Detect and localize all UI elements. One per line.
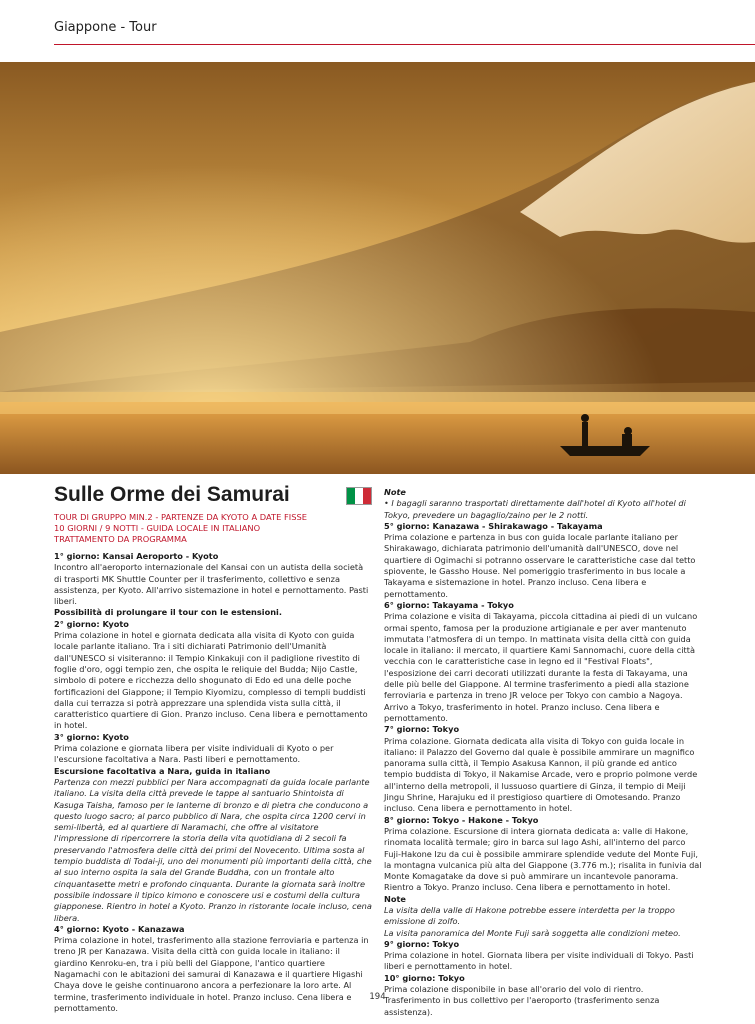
day-heading: 10° giorno: Tokyo	[384, 972, 465, 983]
day-description: Incontro all'aeroporto internazionale del Kansai con un autista della società di trasporti MK Shuttle Counter per il trasferimento, collettivo e senza assistenza, per Kyoto. All'arrivo sistemazione in hotel e pernottamento. Pasti liberi.	[54, 562, 369, 607]
tour-title: Sulle Orme dei Samurai	[54, 483, 290, 506]
day-description: Prima colazione e giornata libera per visite individuali di Kyoto o per l'escursione facoltativa a Nara. Pasti liberi e pernottamento.	[54, 743, 334, 765]
italic-note: Partenza con mezzi pubblici per Nara accompagnati da guida locale parlante italiano. La visita della città prevede le tappe al santuario Shintoista di Kasuga Taisha, famoso per le lanterne di bronzo e di pietra che conducono a questo luogo sacro; al parco pubblico di Nara, che ospita circa 1200 cervi in semi-libertà, ed al quartiere di Naramachi, che offre al visitatore l'impressione di ripercorrere la storia della vita quotidiana di 2 secoli fa preservando l'atmosfera delle città dei primi del Novecento. Ultima sosta al tempio buddista di Todai-ji, uno dei monumenti più importanti della città, che al suo interno ospita la sala del Grande Buddha, con un frontale alto cinquantasette metri e profondo cinquanta. Durante la giornata sarà inoltre possibile indossare il tipico kimono e conoscere usi e costumi della cultura giapponese. Rientro in hotel a Kyoto. Pranzo in ristorante locale incluso, cena libera.	[54, 776, 372, 923]
italic-note: La visita panoramica del Monte Fuji sarà soggetta alle condizioni meteo.	[384, 927, 681, 938]
day-heading: 4° giorno: Kyoto - Kanazawa	[54, 923, 185, 934]
italic-note: • I bagagli saranno trasportati direttamente dall'hotel di Kyoto all'hotel di Tokyo, prevedere un bagaglio/zaino per le 2 notti.	[384, 498, 686, 520]
day-heading: 2° giorno: Kyoto	[54, 618, 129, 629]
day-heading: 8° giorno: Tokyo - Hakone - Tokyo	[384, 814, 539, 825]
tour-subtitle	[54, 512, 372, 545]
italic-note: La visita della valle di Hakone potrebbe essere interdetta per la troppo emissione di zolfo.	[384, 904, 675, 927]
header-divider	[54, 44, 755, 45]
itinerary-right	[384, 487, 702, 1018]
italian-flag-icon	[346, 487, 372, 505]
day-heading: 5° giorno: Kanazawa - Shirakawago - Takayama	[384, 520, 603, 531]
left-column	[54, 482, 372, 1014]
day-heading: 1° giorno: Kansai Aeroporto - Kyoto	[54, 551, 219, 561]
day-heading: Note	[384, 893, 406, 904]
note-heading: Note	[384, 487, 406, 497]
day-heading: 9° giorno: Tokyo	[384, 938, 460, 949]
section-header: Giappone - Tour	[54, 20, 157, 35]
day-heading: 7° giorno: Tokyo	[384, 724, 460, 735]
day-description: Prima colazione disponibile in base all'orario del volo di rientro. Trasferimento in bus collettivo per l'aeroporto (trasferimento senza assistenza).	[384, 984, 660, 1017]
subtitle-line: TRATTAMENTO DA PROGRAMMA	[54, 534, 187, 544]
day-description: Prima colazione in hotel e giornata dedicata alla visita di Kyoto con guida locale parlante italiano. Tra i siti dichiarati Patrimonio dell'Umanità dall'UNESCO si visiteranno: il Tempio Kinkakuji con il padiglione rivestito di foglie d'oro, oggi tempio zen, che ospita le reliquie del Budda; Nijo Castle, simbolo di potere e ricchezza dello shogunato di Edo ed una delle poche fortificazioni del Giappone; il Tempio Kiyomizu, complesso di templi buddisti dalla cui terrazza si potrà apprezzare una splendida vista sulla città, il caratteristico quartiere di Gion. Pranzo incluso. Cena libera e pernottamento in hotel.	[54, 630, 368, 731]
subtitle-line: 10 GIORNI / 9 NOTTI - GUIDA LOCALE IN ITALIANO	[54, 523, 261, 533]
day-description: Prima colazione in hotel. Giornata libera per visite individuali di Tokyo. Pasti liberi e pernottamento in hotel.	[384, 950, 694, 972]
mount-fuji-photo	[0, 62, 755, 474]
day-heading: 6° giorno: Takayama - Tokyo	[384, 599, 514, 610]
day-description: Prima colazione e partenza in bus con guida locale parlante italiano per Shirakawago, dichiarata patrimonio dell'umanità dall'UNESCO, dove nel quartiere di Ogimachi si potranno osservare le caratteristiche case dal tetto spiovente, le Gassho House. Nel pomeriggio trasferimento in bus locale a Takayama e sistemazione in hotel. Pranzo incluso. Cena libera e pernottamento.	[384, 532, 696, 599]
day-description: Prima colazione. Escursione di intera giornata dedicata a: valle di Hakone, rinomata località termale; giro in barca sul lago Ashi, all'interno del parco Fuji-Hakone Izu da cui è possibile ammirare splendide vedute del Monte Fuji, la montagna vulcanica più alta del Giappone (3.776 m.); risalita in funivia dal Monte Komagatake da dove si può ammirare un incantevole panorama. Rientro a Tokyo. Pranzo incluso. Cena libera e pernottamento in hotel.	[384, 825, 702, 893]
day-description: Prima colazione e visita di Takayama, piccola cittadina ai piedi di un vulcano ormai spento, famosa per la produzione artigianale e per aver mantenuto immutata l'atmosfera di un tempo. In mattinata visita della città con guida locale in italiano: il mercato, il quartiere Kami Sannomachi, cuore della città vecchia con le caratteristiche case in legno ed il "Festival Floats", l'esposizione dei carri decorati utilizzati durante la festa di Takayama, una delle più belle del Giappone. Al termine trasferimento a piedi alla stazione ferroviaria e partenza in treno JR veloce per Tokyo con cambio a Nagoya. Arrivo a Tokyo, trasferimento in hotel. Pranzo incluso. Cena libera e pernottamento.	[384, 611, 698, 723]
page-number: 194	[369, 992, 386, 1002]
day-description: Prima colazione in hotel, trasferimento alla stazione ferroviaria e partenza in treno JR per Kanazawa. Visita della città con guida locale in italiano: il giardino Kenroku-en, tra i più belli del Giappone, l'antico quartiere Nagamachi con le abitazioni dei samurai di Kanazawa e il quartiere Higashi Chaya dove le geishe continuarono ancora a perfezionare la loro arte. Al termine, trasferimento individuale in hotel. Pranzo incluso. Cena libera e pernottamento.	[54, 935, 369, 1013]
day-description: Prima colazione. Giornata dedicata alla visita di Tokyo con guida locale in italiano: il Palazzo del Governo dal quale è possibile ammirare un magnifico panorama sulla città, il Tempio Asakusa Kannon, il più grande ed antico tempio buddista di Tokyo, il Nakamise Arcade, vero e proprio polmone verde all'interno della metropoli, il lussuoso quartiere di Ginza, il tempio di Meiji Jingu Shrine, Harajuku ed il prestigioso quartiere di Omotesando. Pranzo incluso. Cena libera e pernottamento in hotel.	[384, 735, 698, 814]
itinerary-left	[54, 551, 372, 1014]
hero-photo	[0, 62, 755, 474]
day-heading: Possibilità di prolungare il tour con le estensioni.	[54, 607, 282, 618]
subtitle-line: TOUR DI GRUPPO MIN.2 - PARTENZE DA KYOTO A DATE FISSE	[54, 512, 307, 522]
right-column	[384, 487, 702, 1018]
day-heading: 3° giorno: Kyoto	[54, 731, 129, 742]
day-heading: Escursione facoltativa a Nara, guida in italiano	[54, 765, 271, 776]
